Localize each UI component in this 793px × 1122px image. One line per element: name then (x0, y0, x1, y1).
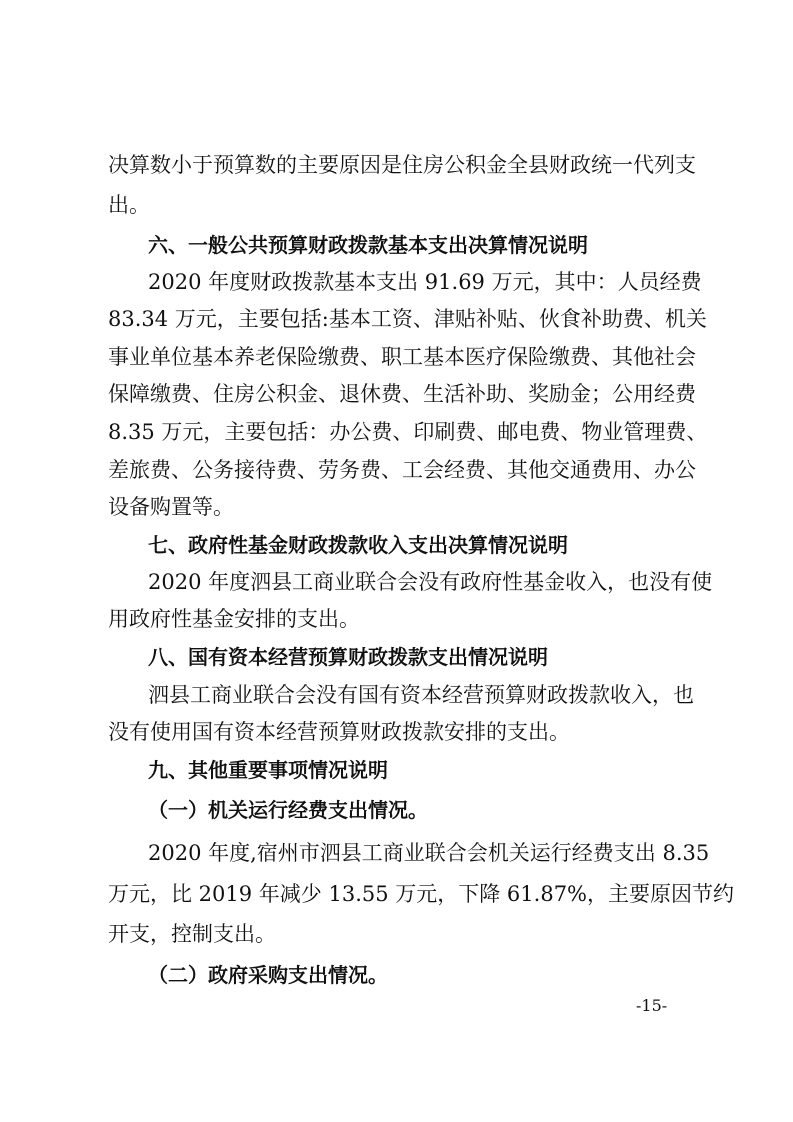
paragraph-line: 8.35 万元，主要包括：办公费、印刷费、邮电费、物业管理费、 (108, 420, 708, 444)
section-heading-9: 九、其他重要事项情况说明 (148, 758, 388, 782)
paragraph-line: 2020 年度财政拨款基本支出 91.69 万元，其中：人员经费 (148, 270, 702, 294)
paragraph-line: 出。 (108, 193, 150, 217)
page-number: -15- (636, 996, 668, 1015)
paragraph-line: 2020 年度泗县工商业联合会没有政府性基金收入，也没有使 (148, 570, 713, 594)
paragraph-line: 差旅费、公务接待费、劳务费、工会经费、其他交通费用、办公 (108, 458, 696, 482)
paragraph-line: 用政府性基金安排的支出。 (108, 607, 360, 631)
paragraph-line: 设备购置等。 (108, 495, 234, 519)
paragraph-line: 保障缴费、住房公积金、退休费、生活补助、奖励金；公用经费 (108, 382, 696, 406)
section-heading-7: 七、政府性基金财政拨款收入支出决算情况说明 (148, 533, 568, 557)
paragraph-line: 2020 年度,宿州市泗县工商业联合会机关运行经费支出 8.35 (148, 841, 710, 865)
subsection-heading-2: （二）政府采购支出情况。 (148, 963, 388, 987)
paragraph-line: 开支，控制支出。 (108, 922, 276, 946)
subsection-heading-1: （一）机关运行经费支出情况。 (148, 798, 428, 822)
section-heading-6: 六、一般公共预算财政拨款基本支出决算情况说明 (148, 233, 588, 257)
paragraph-line: 决算数小于预算数的主要原因是住房公积金全县财政统一代列支 (108, 153, 696, 177)
paragraph-line: 万元，比 2019 年减少 13.55 万元，下降 61.87%，主要原因节约 (108, 882, 735, 906)
paragraph-line: 没有使用国有资本经营预算财政拨款安排的支出。 (108, 720, 570, 744)
section-heading-8: 八、国有资本经营预算财政拨款支出情况说明 (148, 645, 548, 669)
paragraph-line: 事业单位基本养老保险缴费、职工基本医疗保险缴费、其他社会 (108, 345, 696, 369)
paragraph-line: 泗县工商业联合会没有国有资本经营预算财政拨款收入，也 (148, 683, 694, 707)
paragraph-line: 83.34 万元，主要包括:基本工资、津贴补贴、伙食补助费、机关 (108, 307, 707, 331)
